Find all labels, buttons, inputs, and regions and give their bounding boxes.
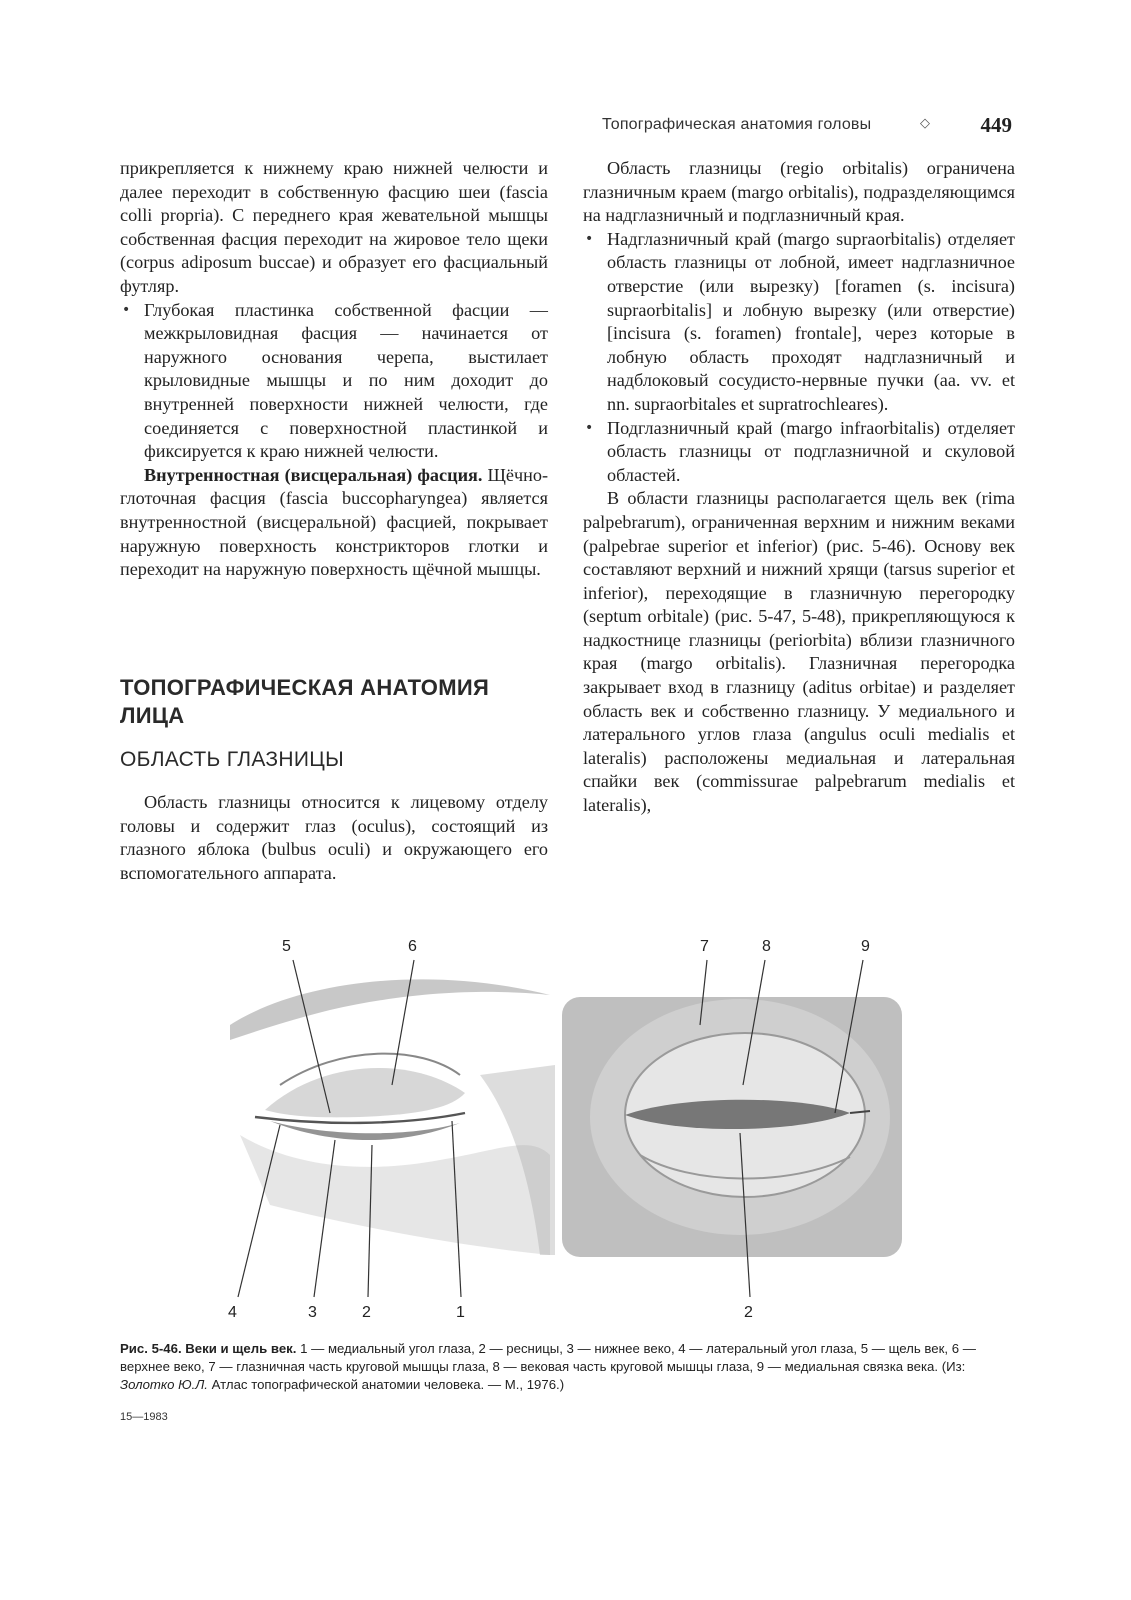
label-2-left: 2 [362,1304,371,1321]
paragraph: Область глазницы (regio orbitalis) ограничена глазничным краем (margo orbitalis), подразделяющимся на надглазничный и подглазничный края. [583,158,1015,226]
caption-body: 1 — медиальный угол глаза, 2 — ресницы, 3 — нижнее веко, 4 — латеральный угол глаза, 5 — щель век, 6 — верхнее веко, 7 — глазничная часть круговой мышцы глаза, 8 — вековая часть круговой мышцы глаза, 9 — медиальная связка века. (Из: [120,1341,976,1374]
label-4: 4 [228,1304,237,1321]
paragraph: Область глазницы относится к лицевому отделу головы и содержит глаз (oculus), состоящий из глазного яблока (bulbus oculi) и окружающего его вспомогательного аппарата. [120,792,548,883]
diamond-icon: ◇ [920,116,930,131]
paragraph-text: Щёчно-глоточная фасция (fascia buccopharyngea) является внутренностной (висцеральной) фасцией, покрывает наружную поверхность констрикторов глотки и переходит на наружную поверхность щёчной мышцы. [120,464,548,580]
label-8: 8 [762,938,771,955]
right-eye-drawing [562,997,902,1257]
figure-illustration [210,925,930,1330]
label-5: 5 [282,938,291,955]
bullet-text: Надглазничный край (margo supraorbitalis) отделяет область глазницы от лобной, имеет надглазничное отверстие (или вырезку) [foramen (s. incisura) supraorbitalis] и лобную вырезку (или отверстие) [incisura (s. foramen) frontale], через которые в лобную область проходят надглазничный и надблоковый сосудисто-нервные пучки (aa. vv. et nn. supraorbitales et supratrochleares). [607,228,1015,414]
label-3: 3 [308,1304,317,1321]
caption-tail: Атлас топографической анатомии человека. — М., 1976.) [207,1377,565,1392]
label-6: 6 [408,938,417,955]
bold-lead: Внутренностная (висцеральная) фасция. [144,464,483,485]
left-column [120,157,548,582]
label-9: 9 [861,938,870,955]
right-column [583,157,1015,818]
paragraph [120,464,548,582]
left-column-bottom [120,791,548,885]
figure-eyelids [210,925,930,1330]
running-head [602,113,1012,139]
eyebrow [230,979,550,1040]
bullet-text: Глубокая пластинка собственной фасции — межкрыловидная фасция — начинается от наружного основания черепа, выстилает крыловидные мышцы и по ним доходит до внутренней поверхности нижней челюсти, где соединяется с поверхностной пластинкой и фиксируется к краю нижней челюсти. [144,299,548,462]
bullet-icon: • [585,419,594,436]
bullet-icon: • [122,301,131,318]
printer-signature: 15—1983 [120,1411,168,1423]
paragraph: прикрепляется к нижнему краю нижней челюсти и далее переходит в собственную фасцию шеи (fascia colli propria). С переднего края жевательной мышцы собственная фасция переходит на жировое тело щеки (corpus adiposum buccae) и образует его фасциальный футляр. [120,158,548,296]
label-2-right: 2 [744,1304,753,1321]
subsection-title: ОБЛАСТЬ ГЛАЗНИЦЫ [120,748,344,771]
bullet-item [120,299,548,464]
section-title: ТОПОГРАФИЧЕСКАЯ АНАТОМИЯ ЛИЦА [120,675,490,728]
caption-lead: Рис. 5-46. Веки и щель век. [120,1341,297,1356]
figure-caption [120,1340,1015,1394]
bullet-text: Подглазничный край (margo infraorbitalis) отделяет область глазницы от подглазничной и скуловой областей. [607,417,1015,485]
label-7: 7 [700,938,709,955]
bullet-item [583,228,1015,417]
leader-6 [392,960,414,1085]
label-1: 1 [456,1304,465,1321]
caption-author: Золотко Ю.Л. [120,1377,208,1392]
bullet-item [583,417,1015,488]
left-eye-drawing [230,979,555,1255]
paragraph: В области глазницы располагается щель век (rima palpebrarum), ограниченная верхним и нижним веками (palpebrae superior et inferior) (рис. 5-46). Основу век составляют верхний и нижний хрящи (tarsus superior et inferior), переходящие в глазничную перегородку (septum orbitale) (рис. 5-47, 5-48), прикрепляющуюся к надкостнице глазницы (periorbita) вблизи глазничного края (margo orbitalis). Глазничная перегородка закрывает вход в глазницу (aditus orbitae) и разделяет область век и собственно глазницу. У медиального и латерального углов глаза (angulus oculi medialis et lateralis) расположены медиальная и латеральная спайки век (commissurae palpebrarum medialis et lateralis), [583,488,1015,816]
page-number: 449 [980,113,1012,137]
cheek-shading [240,1135,550,1255]
running-title: Топографическая анатомия головы [602,116,872,133]
bullet-icon: • [585,230,594,247]
